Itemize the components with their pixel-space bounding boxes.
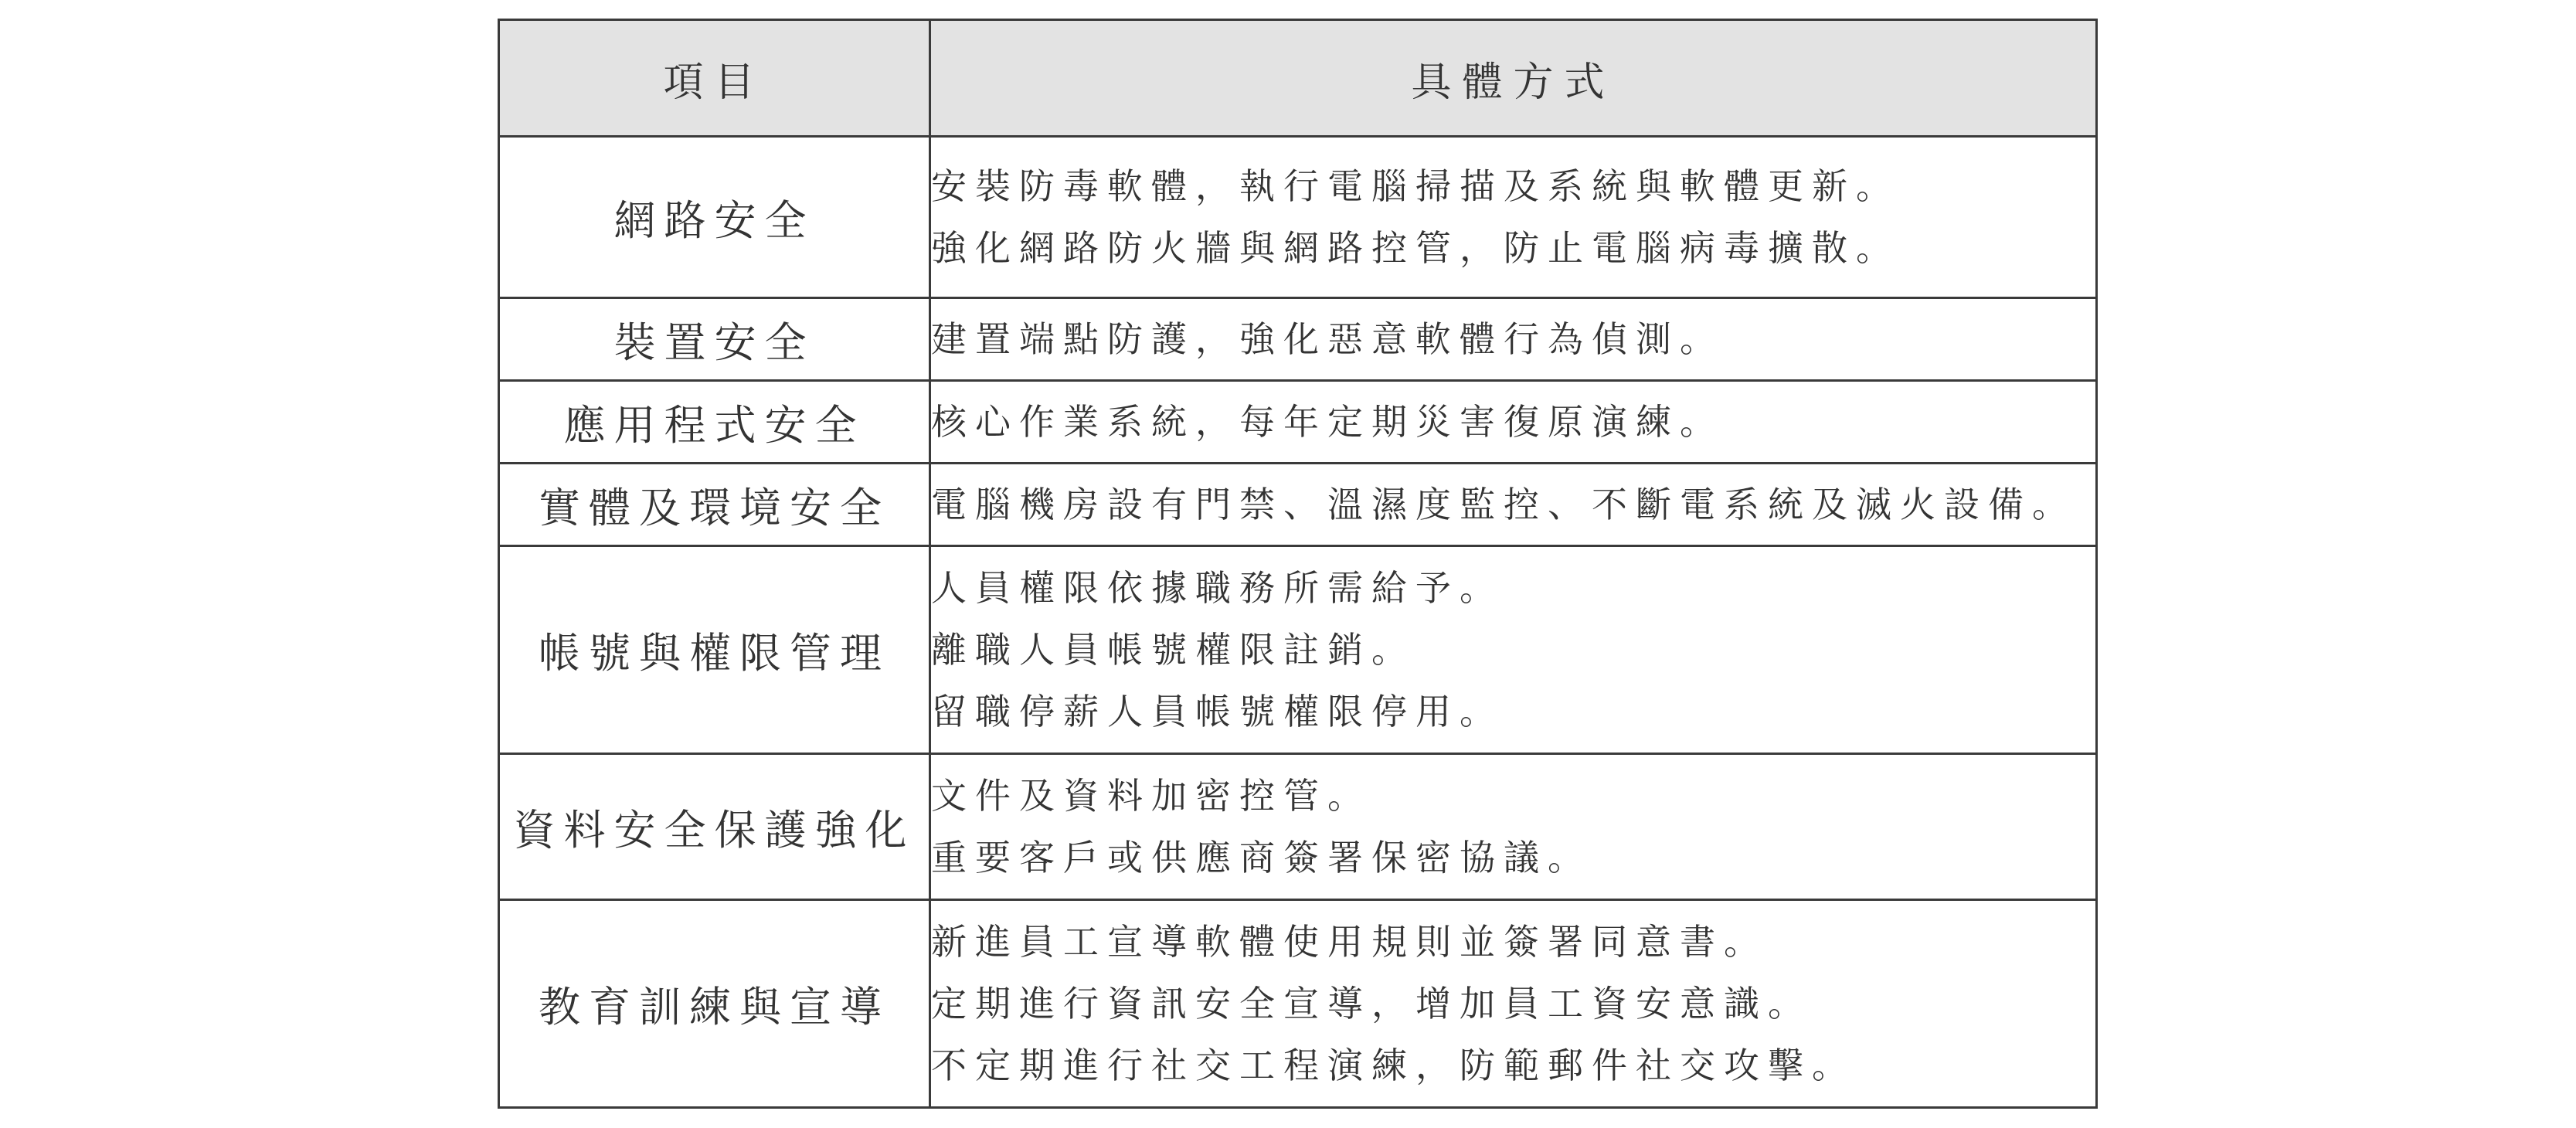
detail-line: 強化網路防火牆與網路控管，防止電腦病毒擴散。 (931, 227, 1900, 269)
table-row (499, 900, 2097, 1108)
row-item: 應用程式安全 (499, 381, 930, 464)
row-detail (930, 381, 2097, 464)
row-detail (930, 137, 2097, 298)
table-row (499, 137, 2097, 298)
header-detail: 具體方式 (930, 20, 2097, 137)
detail-line: 留職停薪人員帳號權限停用。 (931, 691, 1504, 732)
table-header-row (499, 20, 2097, 137)
row-detail (930, 546, 2097, 754)
detail-line: 建置端點防護，強化惡意軟體行為偵測。 (931, 318, 1724, 360)
row-item: 資料安全保護強化 (499, 754, 930, 900)
detail-line: 離職人員帳號權限註銷。 (931, 629, 1415, 671)
row-item: 教育訓練與宣導 (499, 900, 930, 1108)
row-item: 網路安全 (499, 137, 930, 298)
table-row (499, 464, 2097, 546)
detail-line: 文件及資料加密控管。 (931, 775, 1371, 817)
detail-line: 人員權限依據職務所需給予。 (931, 567, 1504, 609)
detail-line: 定期進行資訊安全宣導，增加員工資安意識。 (931, 983, 1812, 1024)
header-item: 項目 (499, 20, 930, 137)
detail-line: 重要客戶或供應商簽署保密協議。 (931, 837, 1592, 878)
detail-line: 核心作業系統，每年定期災害復原演練。 (931, 401, 1724, 443)
row-detail (930, 298, 2097, 381)
security-measures-table (498, 19, 2098, 1109)
table-row (499, 754, 2097, 900)
detail-line: 新進員工宣導軟體使用規則並簽署同意書。 (931, 921, 1768, 963)
table-row (499, 381, 2097, 464)
row-detail (930, 900, 2097, 1108)
detail-line: 電腦機房設有門禁、溫濕度監控、不斷電系統及滅火設備。 (931, 484, 2076, 525)
row-detail (930, 754, 2097, 900)
row-item: 帳號與權限管理 (499, 546, 930, 754)
row-item: 裝置安全 (499, 298, 930, 381)
row-item: 實體及環境安全 (499, 464, 930, 546)
table-row (499, 546, 2097, 754)
row-detail (930, 464, 2097, 546)
detail-line: 安裝防毒軟體，執行電腦掃描及系統與軟體更新。 (931, 165, 1900, 207)
detail-line: 不定期進行社交工程演練，防範郵件社交攻擊。 (931, 1045, 1856, 1086)
table-row (499, 298, 2097, 381)
